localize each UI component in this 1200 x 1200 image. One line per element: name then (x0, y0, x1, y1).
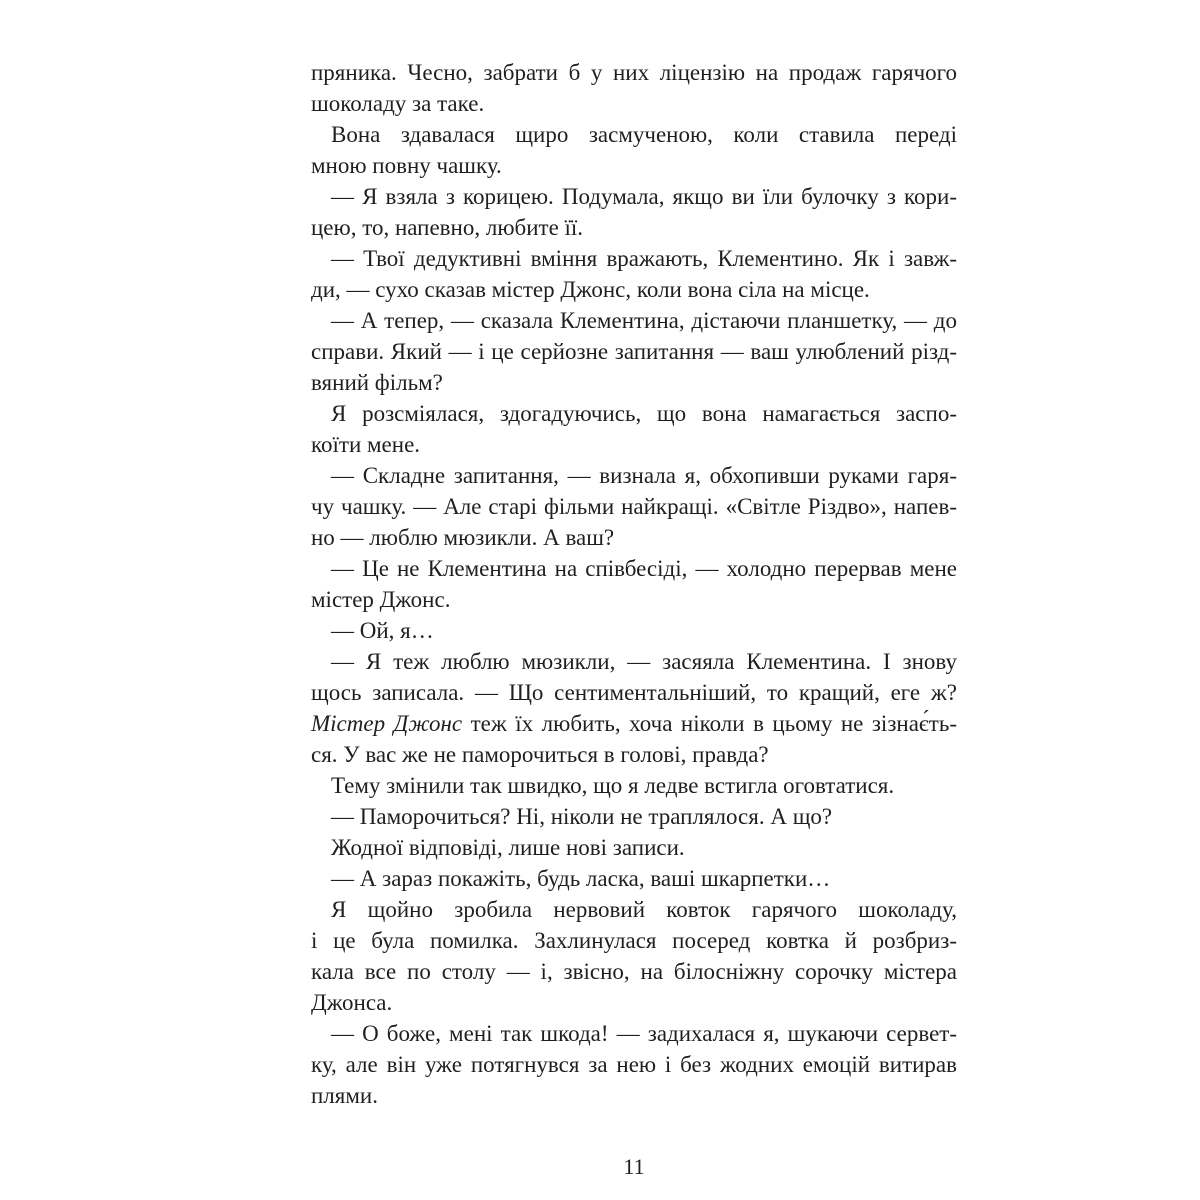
paragraph (311, 398, 957, 460)
text-line (311, 708, 957, 739)
text-line: Я розсміялася, здогадуючись, що вона намагається заспо- (331, 401, 957, 426)
paragraph (311, 181, 957, 243)
paragraph (311, 615, 957, 646)
text-line: чу чашку. — Але старі фільми найкращі. «Світле Різдво», напев- (311, 494, 957, 519)
paragraph (311, 646, 957, 770)
text-line: плями. (311, 1083, 378, 1108)
text-line: щось записала. — Що сентиментальніший, то кращий, еге ж? (311, 680, 957, 705)
text-line: Джонса. (311, 990, 393, 1015)
text-line: — А тепер, — сказала Клементина, дістаючи планшетку, — до (331, 308, 957, 333)
paragraph (311, 243, 957, 305)
text-line: но — люблю мюзикли. А ваш? (311, 525, 615, 550)
text-line: — Твої дедуктивні вміння вражають, Клементино. Як і завж- (331, 246, 957, 271)
text-line: ку, але він уже потягнувся за нею і без жодних емоцій витирав (311, 1052, 957, 1077)
paragraph (311, 832, 957, 863)
paragraph (311, 57, 957, 119)
text-line: — Я взяла з корицею. Подумала, якщо ви їли булочку з кори- (331, 184, 957, 209)
text-line: ди, — сухо сказав містер Джонс, коли вона сіла на місце. (311, 277, 870, 302)
paragraph (311, 863, 957, 894)
text-line: — Паморочиться? Ні, ніколи не траплялося. А що? (331, 804, 833, 829)
text-line: мною повну чашку. (311, 153, 502, 178)
paragraph (311, 460, 957, 553)
text-line: містер Джонс. (311, 587, 451, 612)
text-line: пряника. Чесно, забрати б у них ліцензію на продаж гарячого (311, 60, 957, 85)
text-line: Я щойно зробила нервовий ковток гарячого шоколаду, (331, 897, 957, 922)
text-line: коїти мене. (311, 432, 421, 457)
text-line: кала все по столу — і, звісно, на білосніжну сорочку містера (311, 959, 957, 984)
paragraph (311, 553, 957, 615)
text-line: — О боже, мені так шкода! — задихалася я, шукаючи сервет- (331, 1021, 957, 1046)
text-line: ся. У вас же не паморочиться в голові, правда? (311, 742, 769, 767)
text-line: Вона здавалася щиро засмученою, коли ставила переді (331, 122, 957, 147)
paragraph (311, 305, 957, 398)
text-line: справи. Який — і це серйозне запитання — ваш улюблений різд- (311, 339, 957, 364)
paragraph (311, 801, 957, 832)
paragraph (311, 1018, 957, 1111)
text-line: — Складне запитання, — визнала я, обхопивши руками гаря- (331, 463, 957, 488)
text-line: — Ой, я… (331, 618, 434, 643)
paragraph (311, 770, 957, 801)
text-line: вяний фільм? (311, 370, 443, 395)
text-line: шоколаду за таке. (311, 91, 485, 116)
italic-run: Містер Джонс (311, 711, 463, 736)
text-line: — Це не Клементина на співбесіді, — холодно перервав мене (331, 556, 957, 581)
text-line: Тему змінили так швидко, що я ледве встигла оговтатися. (331, 773, 895, 798)
text-line: і це була помилка. Захлинулася посеред ковтка й розбриз- (311, 928, 957, 953)
paragraph (311, 119, 957, 181)
page-number: 11 (623, 1154, 645, 1179)
text-line: — А зараз покажіть, будь ласка, ваші шкарпетки… (331, 866, 831, 891)
text-block (311, 57, 957, 1111)
text-line: Жодної відповіді, лише нові записи. (331, 835, 685, 860)
text-run: теж їх любить, хоча ніколи в цьому не зізнає́ть- (462, 711, 957, 736)
text-line: цею, то, напевно, любите її. (311, 215, 584, 240)
text-line: — Я теж люблю мюзикли, — засяяла Клементина. І знову (331, 649, 957, 674)
paragraph (311, 894, 957, 1018)
